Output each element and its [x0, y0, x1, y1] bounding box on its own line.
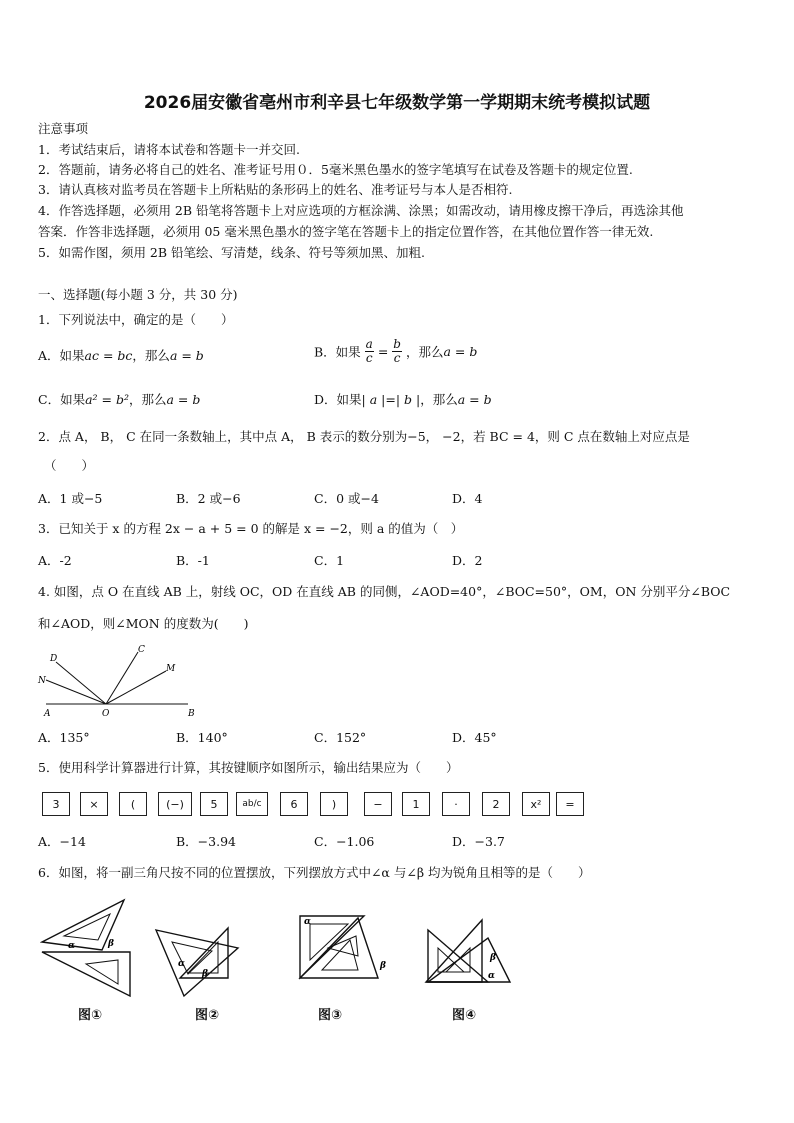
calc-key: 1	[402, 792, 430, 816]
calc-key: (−)	[158, 792, 192, 816]
q2-option-c: C．0 或−4	[314, 491, 379, 506]
notice-item: 2．答题前，请务必将自己的姓名、准考证号用０．5毫米黑色墨水的签字笔填写在试卷及答题卡的规定位置.	[38, 162, 633, 177]
beta-label: β	[202, 969, 208, 979]
notice-item: 答案．作答非选择题，必须用 05 毫米黑色墨水的签字笔在答题卡上的指定位置作答，在其他位置作答一律无效.	[38, 224, 654, 239]
section-heading: 一、选择题(每小题 3 分，共 30 分)	[38, 287, 238, 302]
question-6-stem: 6．如图，将一副三角尺按不同的位置摆放，下列摆放方式中∠α 与∠β 均为锐角且相等的是（ ）	[38, 865, 591, 880]
alpha-label: α	[178, 959, 185, 969]
q3-option-c: C．1	[314, 553, 345, 568]
notice-item: 4．作答选择题，必须用 2B 铅笔将答题卡上对应选项的方框涂满、涂黑；如需改动，请用橡皮擦干净后，再选涂其他	[38, 203, 684, 218]
triangle-figure-2	[154, 918, 246, 998]
calc-key: ×	[80, 792, 108, 816]
question-3-stem: 3．已知关于 x 的方程 2x − a + 5 = 0 的解是 x = −2，则 a 的值为（ ）	[38, 521, 464, 536]
calc-key: 2	[482, 792, 510, 816]
calc-key: =	[556, 792, 584, 816]
q1-option-d: D．如果| a |=| b |，那么a = b	[314, 392, 492, 407]
fraction: $\frac{a}{c}$	[365, 337, 373, 365]
q3-option-d: D．2	[452, 553, 483, 568]
point-label-a: A	[44, 709, 51, 718]
q4-option-b: B．140°	[176, 730, 228, 745]
point-label-c: C	[138, 645, 145, 655]
calc-key: (	[119, 792, 147, 816]
figure-4-label: 图④	[452, 1008, 477, 1023]
q5-option-c: C．−1.06	[314, 834, 375, 849]
beta-label: β	[490, 953, 496, 963]
alpha-label: α	[68, 941, 75, 951]
question-1-stem: 1．下列说法中，确定的是（ ）	[38, 312, 234, 327]
beta-label: β	[108, 939, 114, 949]
notice-item: 3．请认真核对监考员在答题卡上所粘贴的条形码上的姓名、准考证号与本人是否相符.	[38, 182, 513, 197]
figure-2-label: 图②	[195, 1008, 220, 1023]
q4-option-a: A．135°	[38, 730, 90, 745]
figure-3-label: 图③	[318, 1008, 343, 1023]
q5-option-b: B．−3.94	[176, 834, 236, 849]
point-label-m: M	[166, 664, 176, 674]
q2-option-d: D．4	[452, 491, 483, 506]
fraction: $\frac{b}{c}$	[393, 337, 401, 365]
triangle-figure-4	[424, 912, 524, 1000]
q1-option-c: C．如果a² = b²，那么a = b	[38, 392, 201, 407]
q5-option-d: D．−3.7	[452, 834, 505, 849]
q2-option-b: B．2 或−6	[176, 491, 241, 506]
figure-1-label: 图①	[78, 1008, 103, 1023]
alpha-label: α	[488, 971, 495, 981]
q4-option-d: D．45°	[452, 730, 497, 745]
calc-key: x²	[522, 792, 550, 816]
notice-item: 1．考试结束后，请将本试卷和答题卡一并交回.	[38, 142, 300, 157]
page-title: 2026届安徽省亳州市利辛县七年级数学第一学期期末统考模拟试题	[143, 93, 651, 113]
q1-option-a: A．如果ac = bc，那么a = b	[38, 348, 204, 363]
alpha-label: α	[304, 917, 311, 927]
calc-key: ·	[442, 792, 470, 816]
q1-option-b: B．如果 $\frac{a}{c}$ = $\frac{b}{c}$ ，那么a = b	[314, 337, 478, 365]
beta-label: β	[380, 961, 386, 971]
q3-option-b: B．-1	[176, 553, 210, 568]
q4-option-c: C．152°	[314, 730, 367, 745]
question-4-stem-cont: 和∠AOD，则∠MON 的度数为( )	[38, 616, 249, 631]
calc-key: −	[364, 792, 392, 816]
question-2-stem: 2．点 A， B， C 在同一条数轴上，其中点 A， B 表示的数分别为−5， −2，若 BC = 4，则 C 点在数轴上对应点是	[38, 429, 690, 444]
point-label-n: N	[38, 676, 46, 686]
question-4-stem: 4. 如图，点 O 在直线 AB 上，射线 OC，OD 在直线 AB 的同侧，∠AOD=40°，∠BOC=50°，OM，ON 分别平分∠BOC	[38, 584, 731, 599]
q2-option-a: A．1 或−5	[38, 491, 103, 506]
q5-option-a: A．−14	[38, 834, 86, 849]
point-label-d: D	[50, 654, 58, 664]
question-2-stem-cont: （ ）	[44, 458, 95, 473]
angle-figure	[36, 642, 206, 718]
triangle-figure-3	[292, 910, 392, 1002]
notice-item: 5．如需作图，须用 2B 铅笔绘、写清楚，线条、符号等须加黑、加粗.	[38, 245, 426, 260]
q3-option-a: A．-2	[38, 553, 72, 568]
notice-heading: 注意事项	[38, 121, 89, 136]
calc-key: ab/c	[236, 792, 268, 816]
triangle-figure-1	[40, 894, 140, 998]
calc-key: 3	[42, 792, 70, 816]
calc-key: 5	[200, 792, 228, 816]
point-label-b: B	[188, 709, 195, 718]
calc-key: 6	[280, 792, 308, 816]
calc-key: )	[320, 792, 348, 816]
question-5-stem: 5．使用科学计算器进行计算，其按键顺序如图所示，输出结果应为（ ）	[38, 760, 459, 775]
point-label-o: O	[102, 709, 110, 718]
